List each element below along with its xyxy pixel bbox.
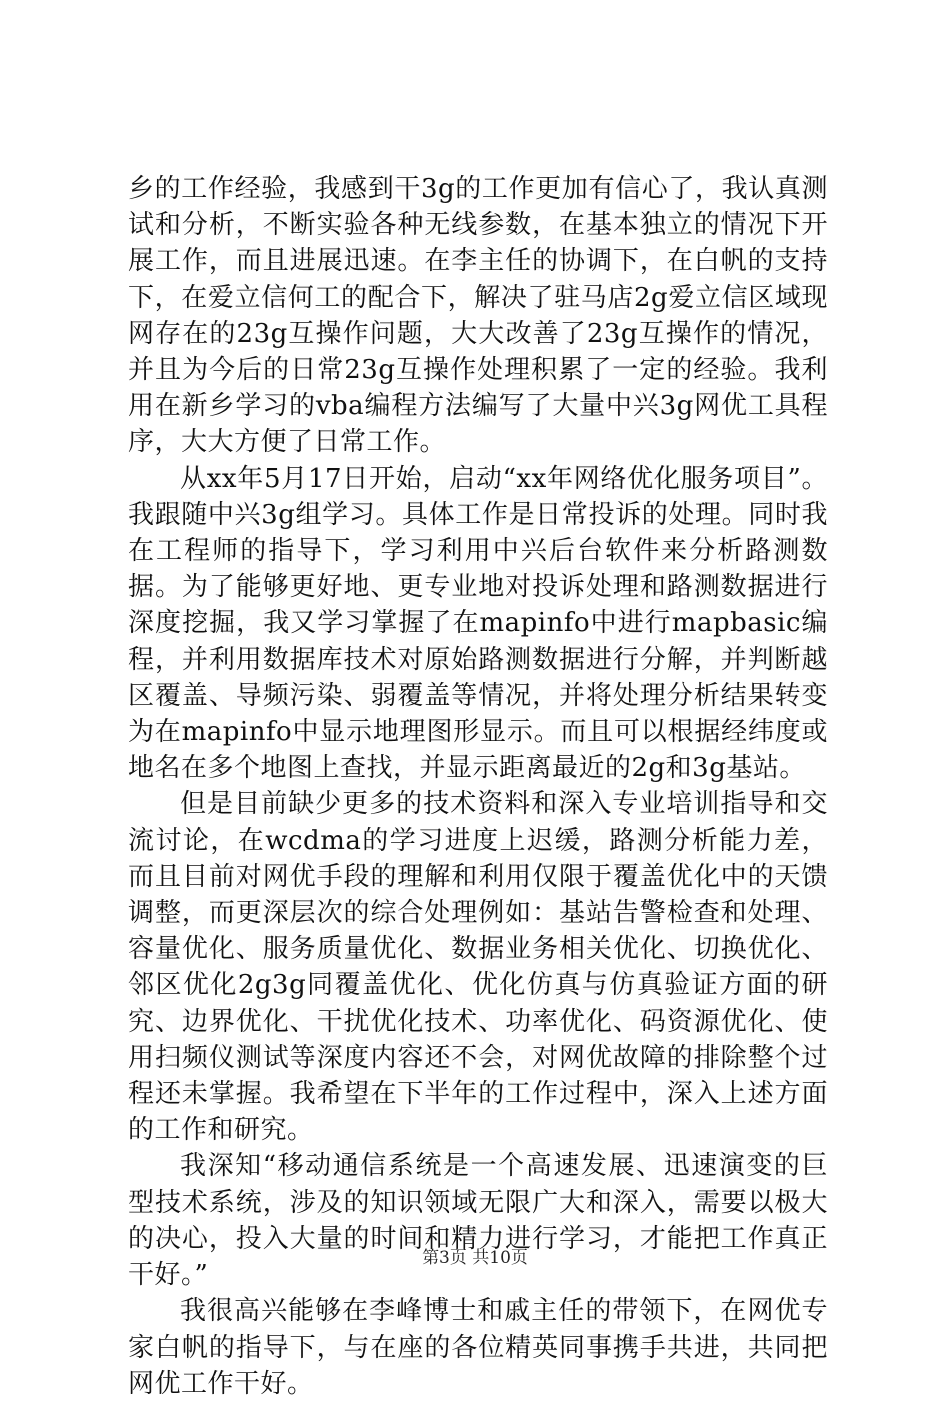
paragraph-1: 乡的工作经验，我感到干3g的工作更加有信心了，我认真测试和分析，不断实验各种无线参数，在基本独立的情况下开展工作，而且进展迅速。在李主任的协调下，在白帆的支持下，在爱立信何工的配合下，解决了驻马店2g爱立信区域现网存在的23g互操作问题，大大改善了23g互操作的情况，并且为今后的日常23g互操作处理积累了一定的经验。我利用在新乡学习的vba编程方法编写了大量中兴3g网优工具程序，大大方便了日常工作。 xyxy=(128,174,828,458)
paragraph-4: 我深知“移动通信系统是一个高速发展、迅速演变的巨型技术系统，涉及的知识领域无限广大和深入，需要以极大的决心，投入大量的时间和精力进行学习，才能把工作真正干好。” xyxy=(128,1151,828,1291)
paragraph-2: 从xx年5月17日开始，启动“xx年网络优化服务项目”。我跟随中兴3g组学习。具体工作是日常投诉的处理。同时我在工程师的指导下，学习利用中兴后台软件来分析路测数据。为了能够更好地、更专业地对投诉处理和路测数据进行深度挖掘，我又学习掌握了在mapinfo中进行mapbasic编程，并利用数据库技术对原始路测数据进行分解，并判断越区覆盖、导频污染、弱覆盖等情况，并将处理分析结果转变为在mapinfo中显示地理图形显示。而且可以根据经纬度或地名在多个地图上查找，并显示距离最近的2g和3g基站。 xyxy=(128,463,828,784)
paragraph-3: 但是目前缺少更多的技术资料和深入专业培训指导和交流讨论，在wcdma的学习进度上迟缓，路测分析能力差，而且目前对网优手段的理解和利用仅限于覆盖优化中的天馈调整，而更深层次的综合处理例如：基站告警检查和处理、容量优化、服务质量优化、数据业务相关优化、切换优化、邻区优化2g3g同覆盖优化、优化仿真与仿真验证方面的研究、边界优化、干扰优化技术、功率优化、码资源优化、使用扫频仪测试等深度内容还不会，对网优故障的排除整个过程还未掌握。我希望在下半年的工作过程中，深入上述方面的工作和研究。 xyxy=(128,789,828,1146)
document-body xyxy=(128,171,828,1402)
page-number-footer: 第3页 共10页 xyxy=(422,1248,528,1268)
paragraph-5: 我很高兴能够在李峰博士和戚主任的带领下，在网优专家白帆的指导下，与在座的各位精英同事携手共进，共同把网优工作干好。 xyxy=(128,1296,828,1399)
